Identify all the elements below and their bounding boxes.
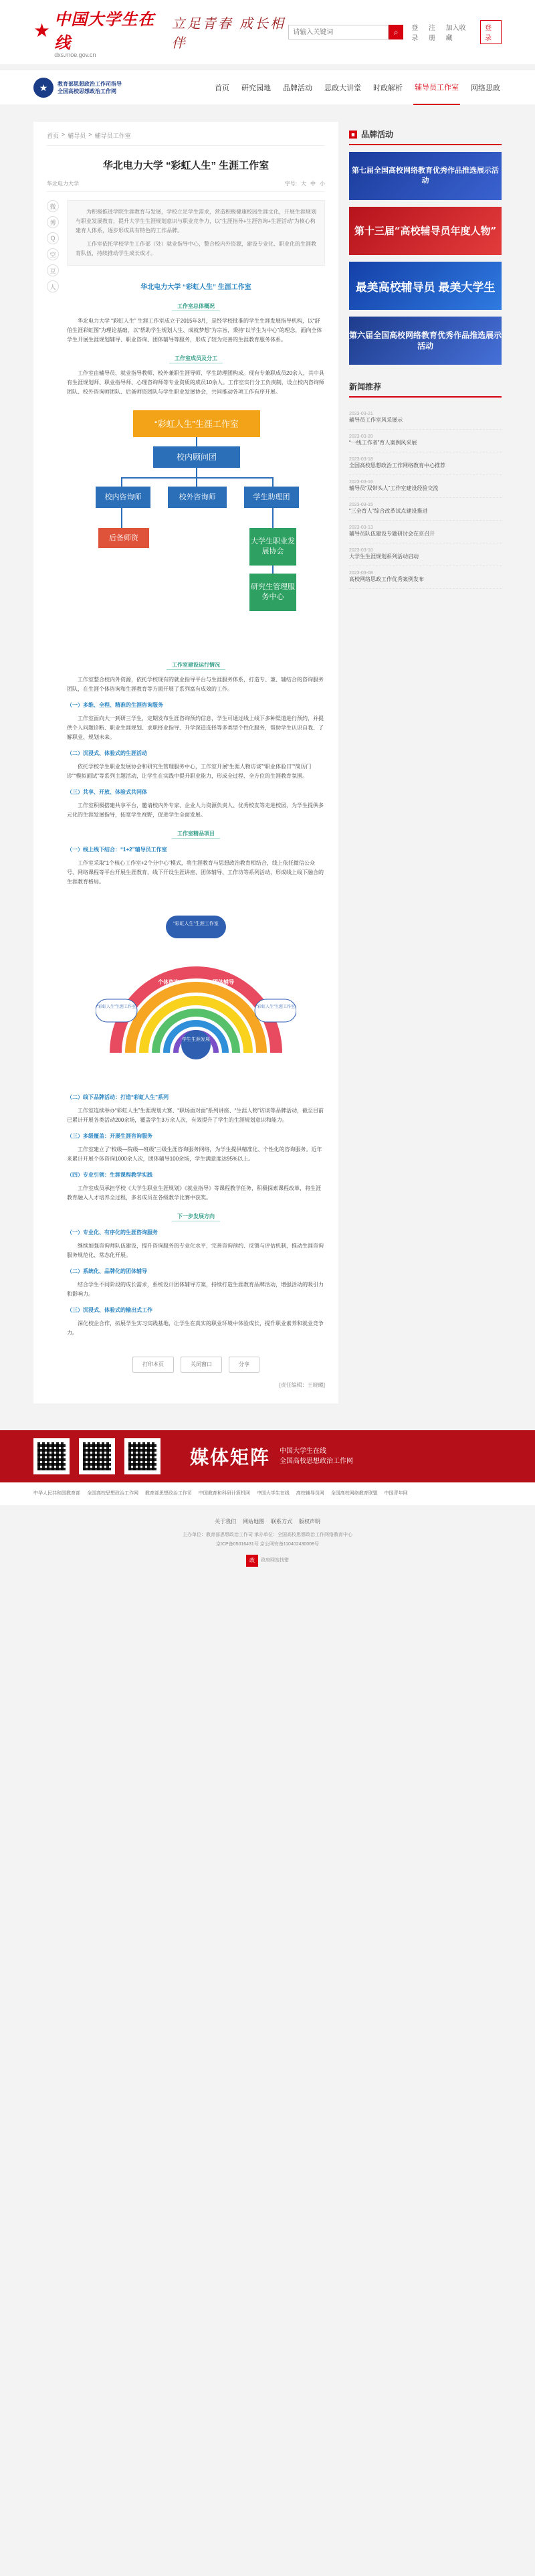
nav-item-politics[interactable]: 时政解析 (373, 84, 403, 92)
news-title: 全国高校思想政治工作网络教育中心推荐 (349, 462, 445, 468)
nav-item-research[interactable]: 研究园地 (241, 84, 271, 92)
sidebar-title-text: 新闻推荐 (349, 382, 382, 392)
emblem-icon: ★ (33, 78, 54, 98)
org-node-top: “彩虹人生”生涯工作室 (133, 410, 260, 437)
org-connector (121, 477, 122, 487)
footer-link-contact[interactable]: 联系方式 (271, 1519, 292, 1525)
icp-text: 京ICP备05016431号 京公网安备110402430008号 (216, 1542, 319, 1547)
copyright-text: 主办单位：教育部思想政治工作司 承办单位：全国高校思想政治工作网络教育中心 (183, 1533, 352, 1537)
news-title: 大学生生涯规划系列活动启动 (349, 553, 419, 560)
org-line-2: 全国高校思想政治工作网 (58, 88, 116, 94)
section-heading: 华北电力大学 “彩虹人生” 生涯工作室 (140, 284, 251, 291)
summary-paragraph: 工作室依托学校学生工作部（处）就业指导中心，整合校内外资源，建设专业化、职业化的生涯教育队伍，持续推动学生成长成才。 (76, 241, 316, 256)
article-summary (67, 200, 325, 266)
topic-heading: （二）系统化、品牌化的团体辅导 (67, 1268, 147, 1274)
sub-heading (67, 354, 325, 363)
font-size-small[interactable]: 小 (320, 181, 325, 187)
news-item[interactable] (349, 475, 502, 498)
news-item[interactable] (349, 521, 502, 543)
org-node-grad-center: 研究生管理服务中心 (249, 574, 296, 611)
article-title: 华北电力大学 “彩虹人生” 生涯工作室 (102, 160, 270, 171)
news-date: 2023-03-18 (349, 457, 373, 462)
topic-heading: （一）多维、全程、精准的生涯咨询服务 (67, 702, 163, 708)
banner-network-works-7[interactable]: 第七届全国高校网络教育优秀作品推选展示活动 (349, 152, 502, 200)
print-button[interactable]: 打印本页 (132, 1357, 174, 1373)
footer-nav (0, 1517, 535, 1527)
paragraph: 工作室成员承担学校《大学生职业生涯规划》《就业指导》等课程教学任务，积极探索课程改革，将生涯教育融入人才培养全过程，多名成员在各级教学比赛中获奖。 (67, 1185, 321, 1201)
org-line-1: 教育部思想政治工作司指导 (58, 81, 122, 87)
breadcrumb-sep: > (62, 131, 66, 138)
footer-link-copyright[interactable]: 版权声明 (299, 1519, 320, 1525)
org-connector (272, 566, 274, 574)
news-item[interactable] (349, 498, 502, 521)
topic-heading: （二）沉浸式、体验式的生涯活动 (67, 750, 147, 756)
ring-right-pill (255, 999, 296, 1022)
share-qq-icon[interactable]: Q (47, 232, 59, 244)
site-logo[interactable] (33, 6, 160, 58)
breadcrumb-counselor[interactable]: 辅导员 (68, 133, 86, 139)
government-badge-icon: 政 (246, 1555, 258, 1567)
flag-icon: ■ (349, 131, 357, 139)
news-date: 2023-03-16 (349, 480, 373, 485)
org-node-association: 大学生职业发展协会 (249, 528, 296, 566)
article-editor: [责任编辑：王晓曦] (279, 1382, 325, 1388)
badge-text: 政府网站找错 (261, 1558, 289, 1563)
news-title: “三全育人”综合改革试点建设推进 (349, 508, 428, 514)
footer-link-about[interactable]: 关于我们 (215, 1519, 236, 1525)
qr-code-icon (124, 1438, 160, 1474)
font-size-large[interactable]: 大 (301, 181, 306, 187)
paragraph: 工作室采取“1个核心工作室+2个分中心”模式，将生涯教育与思想政治教育相结合，线上依托微信公众号、网络课程等平台开展生涯教育，线下开设生涯讲座、团体辅导、工作坊等系列活动，形成线上线下融合的生涯教育格局。 (67, 860, 324, 885)
header-link-3[interactable]: 加入收藏 (445, 25, 466, 42)
nav-menu (213, 70, 502, 105)
news-date: 2023-03-08 (349, 571, 373, 576)
error-report-badge[interactable] (246, 1555, 289, 1567)
org-node-reserve: 后备师资 (98, 528, 149, 548)
org-node-advisors: 校内顾问团 (153, 446, 240, 468)
sub-heading-text: 工作室总体概况 (172, 303, 220, 311)
news-list (349, 407, 502, 589)
friend-links (0, 1482, 535, 1505)
friend-link[interactable]: 全国高校思想政治工作网 (86, 1491, 138, 1496)
article-actions (67, 1357, 325, 1373)
org-node-student-team: 学生助理团 (244, 487, 299, 508)
media-matrix-banner (0, 1430, 535, 1482)
nav-item-online[interactable]: 网络思政 (471, 84, 500, 92)
ring-diagram (96, 899, 296, 1086)
site-footer (0, 1505, 535, 1585)
share-weibo-icon[interactable]: 博 (47, 216, 59, 228)
news-item[interactable] (349, 566, 502, 589)
banner-best-counselor[interactable]: 最美高校辅导员 最美大学生 (349, 262, 502, 310)
news-item[interactable] (349, 543, 502, 566)
media-desc-line: 中国大学生在线 (280, 1448, 327, 1455)
search-box (288, 25, 403, 39)
friend-link[interactable]: 中国教育和科研计算机网 (198, 1491, 250, 1496)
news-title: 辅导员队伍建设专题研讨会在京召开 (349, 531, 435, 537)
ring-core (181, 1030, 211, 1059)
org-chart (96, 410, 296, 651)
ring-center-label: “彩虹人生”生涯工作室 (173, 922, 219, 926)
paragraph: 工作室建立了“校级—院级—班级”三级生涯咨询服务网络，为学生提供精准化、个性化的咨询服务。近年来累计开展个体咨询1000余人次，团体辅导100余场，学生满意度达95%以上。 (67, 1146, 322, 1162)
sidebar (349, 122, 502, 589)
topic-heading: （三）多级覆盖：开展生涯咨询服务 (67, 1133, 152, 1139)
qr-code-icon (79, 1438, 115, 1474)
topic-heading: （三）沉浸式、体验式的输出式工作 (67, 1307, 152, 1313)
sub-heading-text: 工作室成员及分工 (169, 355, 223, 363)
paragraph: 继续加强咨询师队伍建设，提升咨询服务的专业化水平，完善咨询预约、反馈与评估机制，推动生涯咨询服务规范化、常态化开展。 (67, 1243, 324, 1258)
ring-left-pill (96, 999, 137, 1022)
site-name: 中国大学生在线 (54, 11, 155, 52)
topic-heading: （四）专业引领：生涯课程教学实践 (67, 1172, 152, 1178)
ring-inner-right-label: 团体辅导 (213, 979, 234, 985)
site-slogan: 立足青春 成长相伴 (171, 15, 286, 51)
media-desc-line: 全国高校思想政治工作网 (280, 1458, 354, 1465)
sub-heading (67, 661, 325, 670)
share-wechat-icon[interactable]: 微 (47, 200, 59, 212)
sub-heading (67, 302, 325, 311)
breadcrumb-sep: > (88, 131, 92, 138)
ring-right-label: “彩虹人生”生涯工作室 (256, 1005, 295, 1009)
friend-link[interactable]: 全国高校网络教育联盟 (330, 1491, 378, 1496)
paragraph: 工作室面向大一到研三学生，定期发布生涯咨询预约信息，学生可通过线上线下多种渠道进行预约，并提供个人问题诊断、职业生涯规划、求职择业指导、升学深造选择等多类型个性化服务，帮助学生认识自我、了解职业、规划未来。 (67, 715, 324, 740)
search-button[interactable] (389, 25, 403, 39)
topic-heading: （三）共享、开放、体验式共同体 (67, 789, 147, 795)
search-icon: ⌕ (393, 27, 399, 37)
footer-link-sitemap[interactable]: 网站地图 (243, 1519, 264, 1525)
nav-item-home[interactable]: 首页 (215, 84, 229, 92)
article-source: 华北电力大学 (47, 181, 79, 187)
news-title: “一线工作者”育人案例风采展 (349, 440, 417, 446)
org-connector (272, 508, 274, 528)
news-date: 2023-03-15 (349, 503, 373, 507)
nav-item-brand[interactable]: 品牌活动 (283, 84, 312, 92)
font-size-label: 字号: (284, 181, 297, 187)
org-node-inner-counselor: 校内咨询师 (96, 487, 150, 508)
news-date: 2023-03-21 (349, 412, 373, 416)
header-link-1[interactable]: 登录 (411, 25, 419, 42)
paragraph: 华北电力大学 “彩虹人生” 生涯工作室成立于2015年3月，是经学校批准的学生生涯发展指导机构，以“舒伯生涯彩虹图”为理论基础，以“帮助学生规划人生、成就梦想”为宗旨，秉持“以学生为中心”的理念，面向全体学生开展生涯规划辅导、职业咨询、团体辅导等服务，形成了较为完善的生涯教育服务体系。 (67, 318, 322, 343)
org-node-outer-counselor: 校外咨询师 (168, 487, 227, 508)
friend-link[interactable]: 高校辅导员网 (296, 1491, 324, 1496)
topic-heading: （一）线上线下结合：“1+2”辅导员工作室 (67, 847, 167, 853)
news-date: 2023-03-20 (349, 434, 373, 439)
org-connector (196, 477, 197, 487)
media-matrix-desc (280, 1446, 353, 1466)
org-connector (196, 437, 197, 446)
topic-heading: （一）专业化、有序化的生涯咨询服务 (67, 1229, 158, 1235)
sub-heading-text: 工作室精品项目 (172, 831, 220, 839)
ring-inner-left-label: 个体咨询 (158, 979, 179, 985)
banner-network-works-6[interactable]: 第六届全国高校网络教育优秀作品推选展示活动 (349, 317, 502, 365)
article-panel (33, 122, 338, 1403)
paragraph: 工作室由辅导员、就业指导教师、校外兼职生涯导师、学生助理团构成。现有专兼职成员20余人，其中具有生涯规划师、职业指导师、心理咨询师等专业资质的成员10余人。工作室实行分工负责制，设立校内咨询师团队、校外咨询师团队、后备师资团队与学生职业发展协会，共同推动各项工作有序开展。 (67, 370, 324, 395)
news-title: 辅导员工作室风采展示 (349, 417, 403, 423)
header-link-2[interactable]: 注册 (428, 25, 435, 42)
sub-heading (67, 1212, 325, 1221)
org-connector (272, 477, 274, 487)
main-navbar (0, 70, 535, 104)
article-content (67, 200, 325, 1390)
friend-link[interactable]: 教育部思想政治工作司 (144, 1491, 192, 1496)
font-size-tools (285, 180, 325, 187)
news-item[interactable] (349, 452, 502, 475)
news-title: 辅导员“双带头人”工作室建设经验交流 (349, 485, 439, 491)
nav-item-lecture[interactable]: 思政大讲堂 (324, 84, 361, 92)
ring-left-label: “彩虹人生”生涯工作室 (97, 1005, 136, 1009)
sidebar-title-news (349, 374, 502, 398)
star-logo-icon (33, 23, 50, 41)
sub-heading-text: 下一步发展方向 (172, 1213, 220, 1221)
share-bar (47, 200, 60, 1390)
share-qzone-icon[interactable]: 空 (47, 248, 59, 260)
org-logo[interactable] (33, 78, 122, 98)
nav-item-counselor[interactable]: 辅导员工作室 (413, 70, 460, 105)
paragraph: 深化校企合作，拓展学生实习实践基地，让学生在真实的职业环境中体验成长，提升职业素养和就业竞争力。 (67, 1320, 324, 1336)
font-size-medium[interactable]: 中 (310, 181, 316, 187)
sub-heading (67, 829, 325, 839)
summary-paragraph: 为积极推进学院生涯教育与发展，学校立足学生需求，营造积极健康校园生涯文化，开展生涯规划与职业发展教育，提升大学生生涯规划意识与职业竞争力，以“生涯指导+生涯咨询+生涯活动”为核心构建育人体系，逐步形成具有特色的工作品牌。 (76, 209, 316, 234)
breadcrumb-studio[interactable]: 辅导员工作室 (94, 133, 131, 139)
friend-link[interactable]: 中国大学生在线 (256, 1491, 290, 1496)
topic-heading: （二）线下品牌活动：打造“彩虹人生”系列 (67, 1094, 169, 1100)
search-input[interactable] (288, 25, 389, 39)
share-douban-icon[interactable]: 豆 (47, 264, 59, 276)
paragraph: 结合学生不同阶段的成长需求，系统设计团体辅导方案，持续打造生涯教育品牌活动，增强活动的吸引力和影响力。 (67, 1282, 324, 1297)
top-header (0, 0, 535, 64)
news-title: 高校网络思政工作优秀案例发布 (349, 576, 424, 582)
news-date: 2023-03-10 (349, 548, 373, 553)
site-url: dxs.moe.gov.cn (54, 52, 96, 58)
login-button[interactable]: 登录 (480, 20, 502, 44)
share-renren-icon[interactable]: 人 (47, 280, 59, 292)
close-button[interactable]: 关闭窗口 (181, 1357, 222, 1373)
friend-link[interactable]: 中华人民共和国教育部 (33, 1491, 80, 1496)
paragraph: 工作室整合校内外资源，依托学校现有的就业指导平台与生涯服务体系，打造专、兼、辅结合的咨询服务团队，在生涯个体咨询和生涯教育等方面开展了系列富有成效的工作。 (67, 677, 324, 692)
friend-link[interactable]: 中国青年网 (384, 1491, 408, 1496)
paragraph: 工作室连续举办“彩虹人生”生涯规划大赛、“职场面对面”系列讲座、“生涯人物”访谈等品牌活动，截至目前已累计开展各类活动200余场，覆盖学生3万余人次，有效提升了学生的生涯规划意识和能力。 (67, 1108, 324, 1123)
sidebar-title-brand (349, 122, 502, 145)
banner-counselor-of-year[interactable]: 第十三届“高校辅导员年度人物” (349, 207, 502, 255)
paragraph: 依托学校学生职业发展协会和研究生管理服务中心，工作室开展“生涯人物访谈”“职业体验日”“简历门诊”“模拟面试”等系列主题活动，让学生在实践中提升职业能力，形成全过程、全方位的生涯教育氛围。 (67, 764, 312, 779)
news-item[interactable] (349, 407, 502, 430)
paragraph: 工作室积极搭建共享平台，邀请校内外专家、企业人力资源负责人、优秀校友等走进校园，为学生提供多元化的生涯发展指导，拓宽学生视野，促进学生全面发展。 (67, 802, 324, 818)
org-connector (196, 468, 197, 477)
ring-center-pill (166, 916, 226, 938)
breadcrumb (47, 131, 325, 146)
ring-core-label: 学生生涯发展 (182, 1037, 210, 1042)
org-connector (121, 508, 122, 528)
sub-heading-text: 工作室建设运行情况 (167, 662, 225, 670)
share-button[interactable]: 分享 (229, 1357, 259, 1373)
header-links (411, 22, 469, 42)
media-matrix-title: 媒体矩阵 (190, 1446, 271, 1468)
news-item[interactable] (349, 430, 502, 452)
article-meta (47, 180, 325, 192)
news-date: 2023-03-13 (349, 525, 373, 530)
ring-diagram-graphic (96, 899, 296, 1086)
org-connector (121, 477, 274, 479)
qr-code-icon (33, 1438, 70, 1474)
sidebar-title-text: 品牌活动 (361, 130, 394, 139)
breadcrumb-home[interactable]: 首页 (47, 133, 60, 139)
